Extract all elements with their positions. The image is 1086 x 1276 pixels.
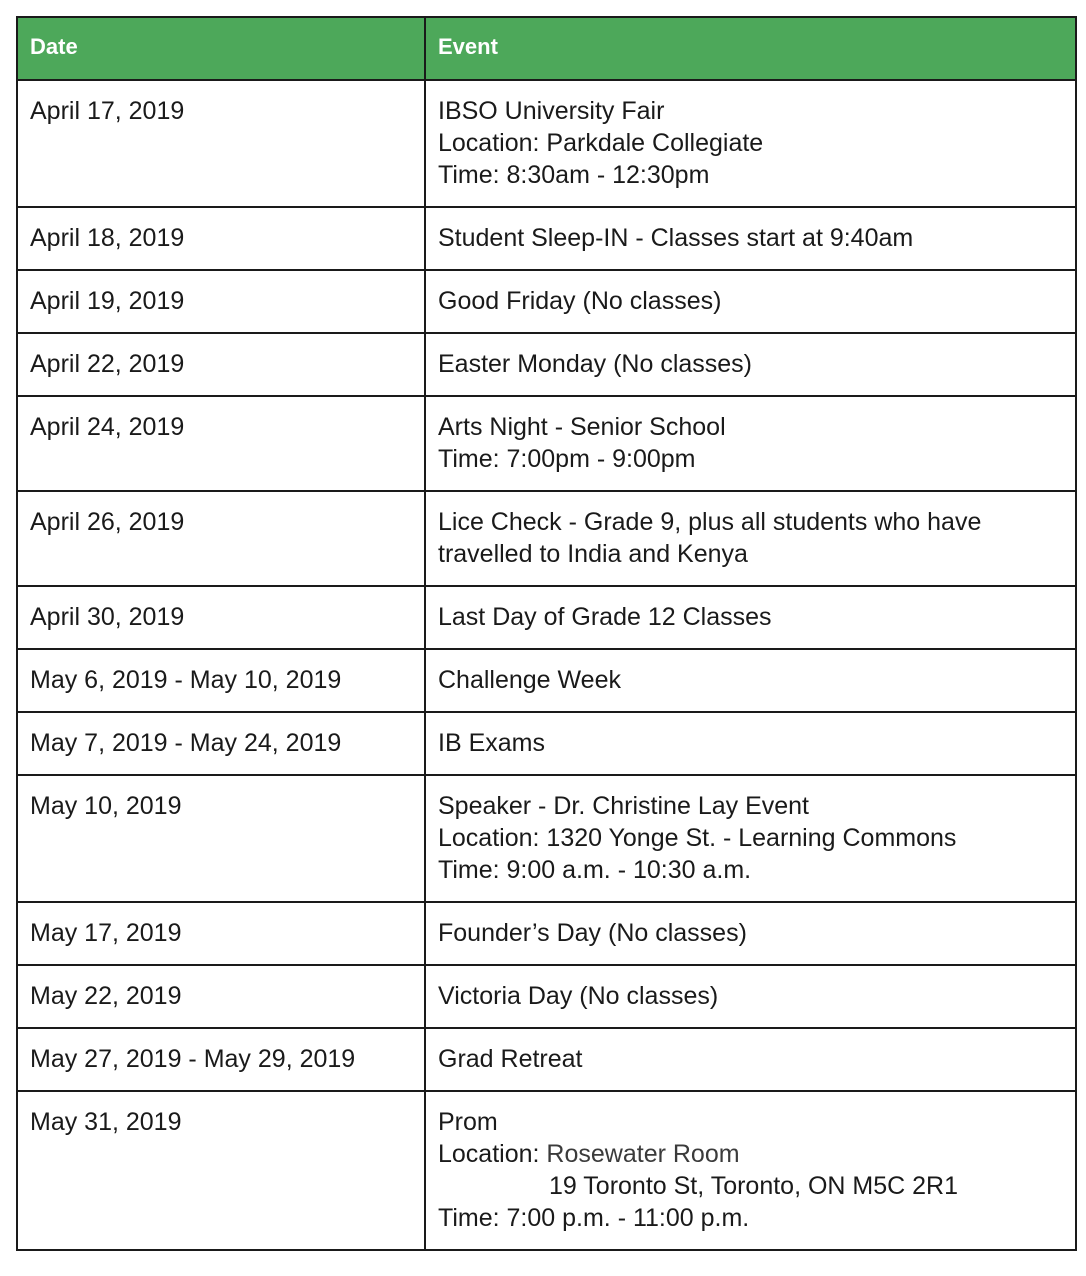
event-line: Student Sleep-IN - Classes start at 9:40am [438, 224, 914, 252]
event-cell [425, 333, 1076, 396]
event-line: IB Exams [438, 729, 545, 757]
date-column-header: Date [17, 17, 425, 80]
event-line: Location: 1320 Yonge St. - Learning Commons [438, 824, 957, 852]
event-line: Time: 9:00 a.m. - 10:30 a.m. [438, 856, 752, 884]
event-cell [425, 396, 1076, 491]
event-line: Arts Night - Senior School [438, 413, 726, 441]
table-row [17, 207, 1076, 270]
location-label: Location: [438, 1140, 547, 1168]
event-line: Easter Monday (No classes) [438, 350, 753, 378]
event-line: Lice Check - Grade 9, plus all students who have travelled to India and Kenya [438, 508, 982, 568]
date-cell: April 19, 2019 [17, 270, 425, 333]
table-row [17, 649, 1076, 712]
date-cell: April 17, 2019 [17, 80, 425, 207]
event-column-header: Event [425, 17, 1076, 80]
event-cell [425, 1091, 1076, 1250]
event-line: Prom [438, 1108, 498, 1136]
event-cell [425, 902, 1076, 965]
header-row [17, 17, 1076, 80]
event-line: Time: 8:30am - 12:30pm [438, 161, 710, 189]
table-row [17, 586, 1076, 649]
date-cell: May 10, 2019 [17, 775, 425, 902]
event-line: Location: Parkdale Collegiate [438, 129, 764, 157]
events-table [16, 16, 1077, 1251]
event-cell [425, 775, 1076, 902]
location-line [438, 1138, 1064, 1170]
event-line: Founder’s Day (No classes) [438, 919, 747, 947]
event-line: IBSO University Fair [438, 97, 665, 125]
table-row [17, 965, 1076, 1028]
table-row [17, 396, 1076, 491]
date-cell: April 18, 2019 [17, 207, 425, 270]
date-cell: May 31, 2019 [17, 1091, 425, 1250]
event-cell [425, 1028, 1076, 1091]
event-line: Challenge Week [438, 666, 621, 694]
date-cell: April 30, 2019 [17, 586, 425, 649]
event-cell [425, 649, 1076, 712]
table-row [17, 712, 1076, 775]
date-cell: April 26, 2019 [17, 491, 425, 586]
date-cell: May 7, 2019 - May 24, 2019 [17, 712, 425, 775]
date-cell: May 6, 2019 - May 10, 2019 [17, 649, 425, 712]
event-time: Time: 7:00 p.m. - 11:00 p.m. [438, 1204, 750, 1232]
event-cell [425, 586, 1076, 649]
table-row [17, 1028, 1076, 1091]
table-row [17, 902, 1076, 965]
table-row [17, 775, 1076, 902]
event-cell [425, 491, 1076, 586]
event-line: Good Friday (No classes) [438, 287, 722, 315]
event-line: Last Day of Grade 12 Classes [438, 603, 772, 631]
date-cell: May 27, 2019 - May 29, 2019 [17, 1028, 425, 1091]
table-row [17, 80, 1076, 207]
event-cell [425, 80, 1076, 207]
date-cell: April 22, 2019 [17, 333, 425, 396]
event-cell [425, 207, 1076, 270]
event-line: Grad Retreat [438, 1045, 583, 1073]
event-line: Victoria Day (No classes) [438, 982, 719, 1010]
date-cell: April 24, 2019 [17, 396, 425, 491]
table-row [17, 270, 1076, 333]
date-cell: May 22, 2019 [17, 965, 425, 1028]
event-line: Speaker - Dr. Christine Lay Event [438, 792, 809, 820]
event-cell [425, 712, 1076, 775]
location-venue: Rosewater Room [546, 1140, 740, 1168]
date-cell: May 17, 2019 [17, 902, 425, 965]
table-row [17, 333, 1076, 396]
table-row [17, 491, 1076, 586]
event-cell [425, 270, 1076, 333]
event-line: Time: 7:00pm - 9:00pm [438, 445, 696, 473]
event-cell [425, 965, 1076, 1028]
location-address: 19 Toronto St, Toronto, ON M5C 2R1 [549, 1172, 959, 1200]
table-row [17, 1091, 1076, 1250]
